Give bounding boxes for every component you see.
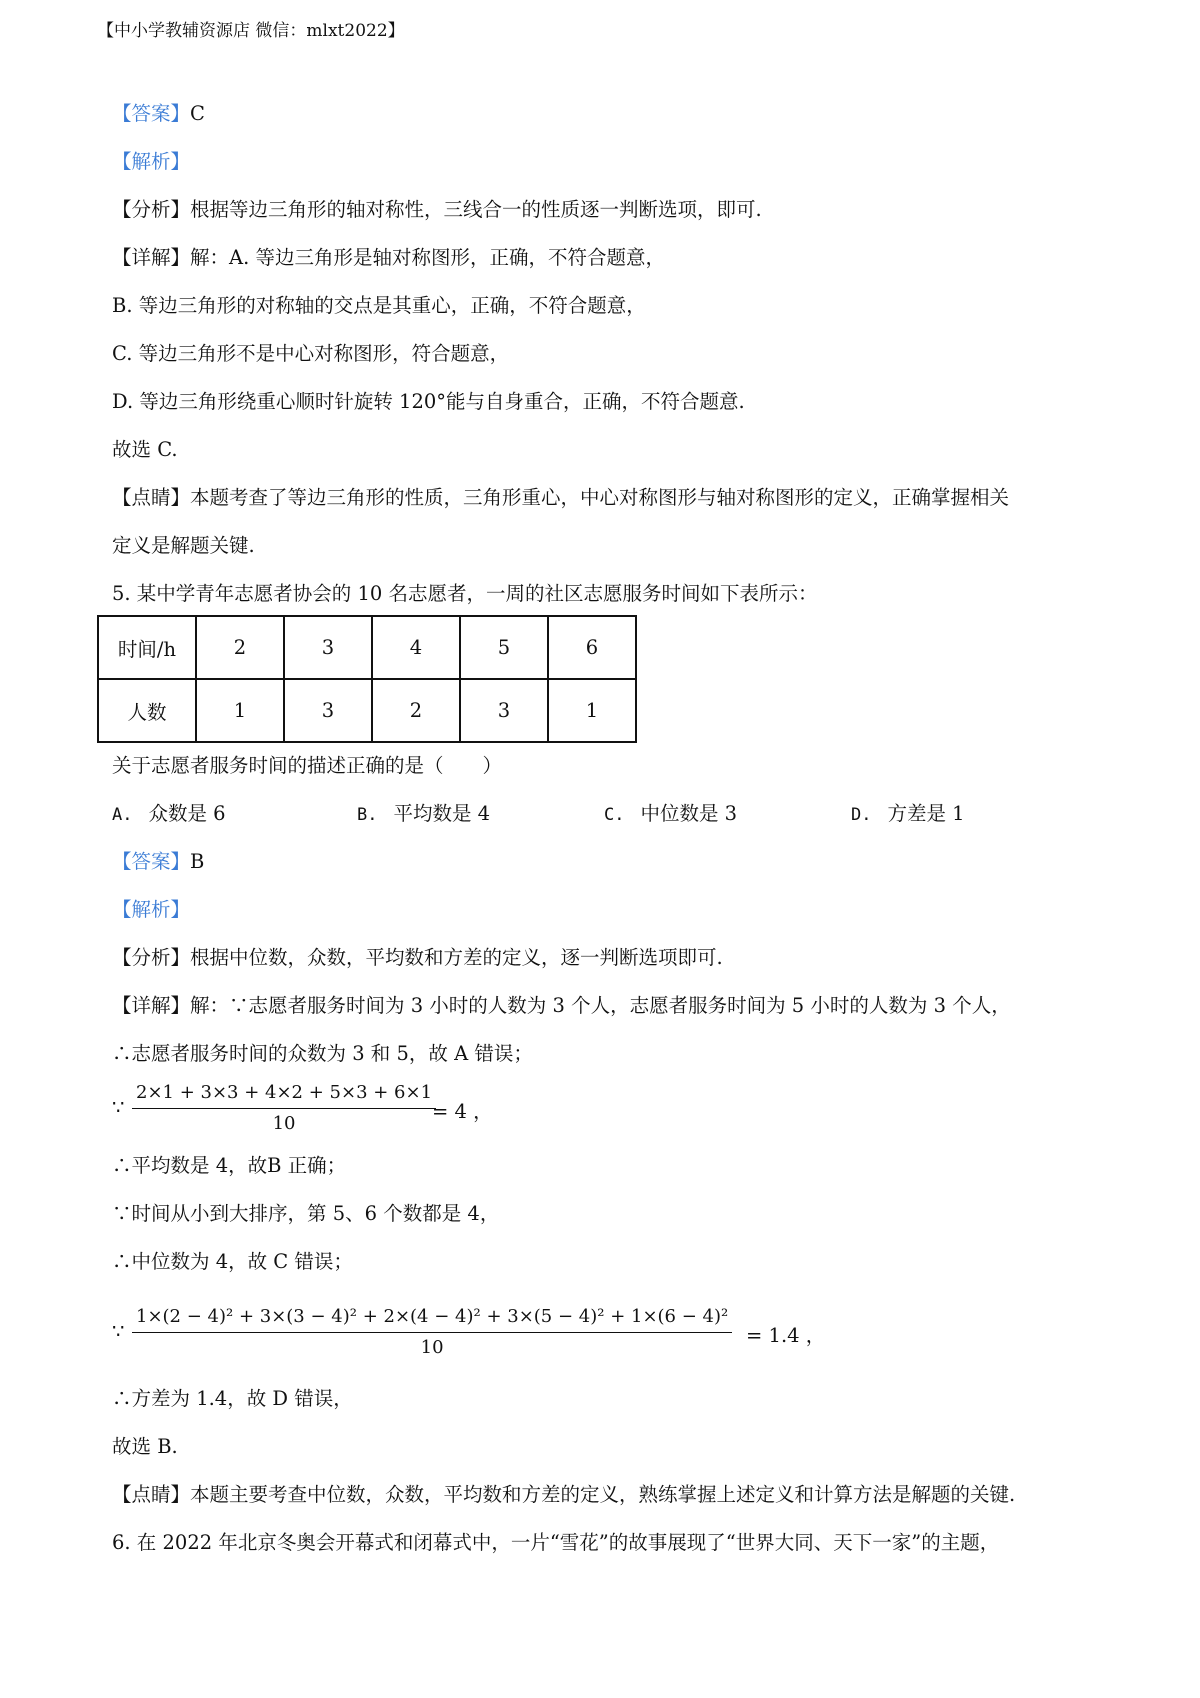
option-d [851,800,965,829]
table-cell: 时间/h [98,616,196,679]
q5-stem: 5. 某中学青年志愿者协会的 10 名志愿者，一周的社区志愿服务时间如下表所示： [112,582,818,605]
q5-detail-6: ∴方差为 1.4，故 D 错误， [112,1387,353,1410]
q5-detail-7: 故选 B. [112,1435,178,1458]
table-cell: 1 [548,679,636,742]
table-cell: 2 [196,616,284,679]
option-text: 方差是 1 [887,802,965,825]
mean-because-symbol: ∵ [112,1096,125,1119]
table-row [98,616,636,679]
table-cell: 3 [284,679,372,742]
service-time-table [97,615,637,743]
q4-detail-a: 【详解】解：A. 等边三角形是轴对称图形，正确，不符合题意， [112,246,665,269]
option-c [604,800,737,829]
mean-numerator: 2×1 + 3×3 + 4×2 + 5×3 + 6×1 [132,1078,436,1109]
option-letter: D. [851,805,872,825]
q6-stem: 6. 在 2022 年北京冬奥会开幕式和闭幕式中，一片“雪花”的故事展现了“世界大同、天下一家”的主题， [112,1531,1000,1554]
option-text: 平均数是 4 [393,802,491,825]
option-letter: A. [112,805,133,825]
q5-detail-3: ∴平均数是 4，故B 正确； [112,1154,347,1177]
q5-comment: 【点睛】本题主要考查中位数，众数，平均数和方差的定义，熟练掌握上述定义和计算方法是解题的关键. [112,1483,1016,1506]
q4-detail-c: C. 等边三角形不是中心对称图形，符合题意， [112,342,510,365]
table-cell: 4 [372,616,460,679]
analysis-tag: 【解析】 [112,898,191,921]
table-cell: 3 [460,679,548,742]
analysis-tag: 【解析】 [112,150,191,173]
option-letter: C. [604,805,625,825]
q5-detail-1: 【详解】解：∵志愿者服务时间为 3 小时的人数为 3 个人，志愿者服务时间为 5 小时的人数为 3 个人， [112,994,1011,1017]
table-cell: 3 [284,616,372,679]
answer-value: C [190,102,205,125]
q4-analysis: 【分析】根据等边三角形的轴对称性，三线合一的性质逐一判断选项，即可. [112,198,762,221]
option-letter: B. [357,805,378,825]
q4-detail-d: D. 等边三角形绕重心顺时针旋转 120°能与自身重合，正确，不符合题意. [112,390,745,413]
q4-comment-2: 定义是解题关键. [112,534,255,557]
q5-analysis: 【分析】根据中位数，众数，平均数和方差的定义，逐一判断选项即可. [112,946,723,969]
answer-tag: 【答案】 [112,102,191,125]
q5-answer-line [112,848,204,876]
q5-detail-5: ∴中位数为 4，故 C 错误； [112,1250,353,1273]
table-row [98,679,636,742]
table-cell: 2 [372,679,460,742]
variance-numerator: 1×(2 − 4)² + 3×(3 − 4)² + 2×(4 − 4)² + 3×(5 − 4)² + 1×(6 − 4)² [132,1302,732,1333]
option-text: 中位数是 3 [640,802,738,825]
mean-result: = 4 ， [432,1100,493,1123]
table-cell: 1 [196,679,284,742]
mean-denominator: 10 [272,1113,296,1134]
watermark-header: 【中小学教辅资源店 微信：mlxt2022】 [97,21,405,41]
variance-fraction [132,1302,732,1363]
q4-choice: 故选 C. [112,438,178,461]
q5-question: 关于志愿者服务时间的描述正确的是（ ） [112,754,503,777]
q4-answer-line [112,100,205,128]
q5-detail-4: ∵时间从小到大排序，第 5、6 个数都是 4， [112,1202,500,1225]
answer-value: B [190,850,205,873]
table-cell: 人数 [98,679,196,742]
option-a [112,800,226,829]
option-text: 众数是 6 [148,802,226,825]
q4-comment-1: 【点睛】本题考查了等边三角形的性质，三角形重心，中心对称图形与轴对称图形的定义，正确掌握相关 [112,486,1010,509]
q5-detail-2: ∴志愿者服务时间的众数为 3 和 5，故 A 错误； [112,1042,533,1065]
variance-result: = 1.4 ， [746,1324,826,1347]
variance-because-symbol: ∵ [112,1320,125,1343]
option-b [357,800,490,829]
mean-fraction [132,1078,436,1139]
answer-tag: 【答案】 [112,850,191,873]
q4-detail-b: B. 等边三角形的对称轴的交点是其重心，正确，不符合题意， [112,294,646,317]
variance-denominator: 10 [420,1337,444,1358]
table-cell: 6 [548,616,636,679]
table-cell: 5 [460,616,548,679]
